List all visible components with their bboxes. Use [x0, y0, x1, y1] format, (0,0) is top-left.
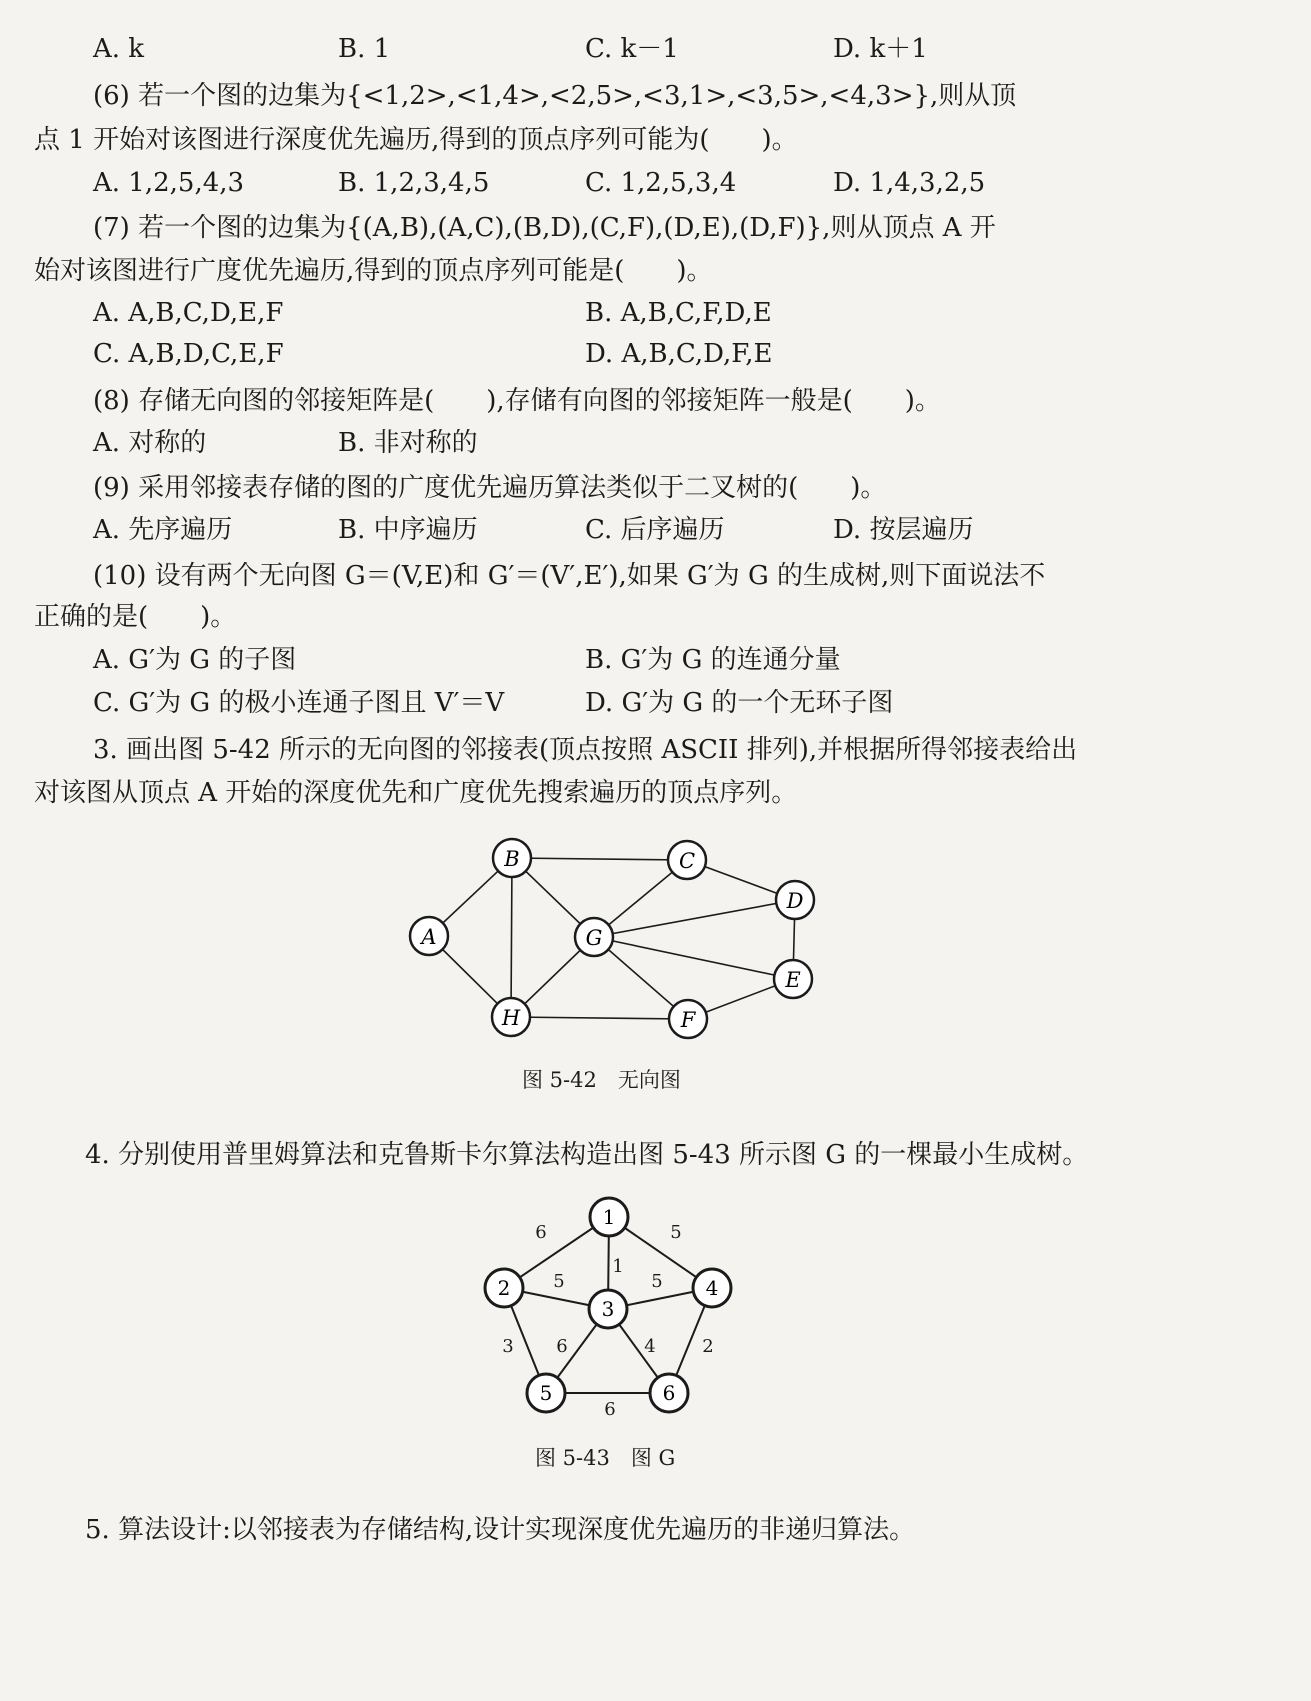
svg-text:1: 1: [602, 1205, 616, 1229]
node-F: [669, 1000, 707, 1038]
q7-option-b: B. A,B,C,F,D,E: [585, 298, 772, 328]
q10-option-a: A. G′为 G 的子图: [93, 645, 297, 675]
problem4-line1: 4. 分别使用普里姆算法和克鲁斯卡尔算法构造出图 5-43 所示图 G 的一棵最小生成树。: [85, 1140, 1089, 1170]
svg-text:F: F: [680, 1008, 696, 1032]
svg-text:A: A: [421, 925, 437, 949]
q6-option-b: B. 1,2,3,4,5: [338, 168, 490, 198]
weight-1-2: 6: [535, 1222, 547, 1243]
figure-5-43-caption: 图 5-43 图 G: [535, 1446, 676, 1470]
node-6: [650, 1374, 688, 1412]
q5-option-d: D. k＋1: [833, 34, 928, 64]
node-B: [493, 839, 531, 877]
q7-stem-line2: 始对该图进行广度优先遍历,得到的顶点序列可能是( )。: [34, 256, 713, 286]
svg-text:5: 5: [539, 1381, 553, 1405]
q10-option-b: B. G′为 G 的连通分量: [585, 645, 841, 675]
q6-option-d: D. 1,4,3,2,5: [833, 168, 986, 198]
weight-5-6: 6: [604, 1399, 616, 1420]
q9-stem-line1: (9) 采用邻接表存储的图的广度优先遍历算法类似于二叉树的( )。: [93, 473, 887, 503]
problem3-line2: 对该图从顶点 A 开始的深度优先和广度优先搜索遍历的顶点序列。: [34, 778, 798, 808]
problem5-line1: 5. 算法设计:以邻接表为存储结构,设计实现深度优先遍历的非递归算法。: [85, 1515, 916, 1545]
node-G: [575, 918, 613, 956]
weight-3-5: 6: [556, 1336, 568, 1357]
q7-option-c: C. A,B,D,C,E,F: [93, 339, 284, 369]
q10-option-c: C. G′为 G 的极小连通子图且 V′＝V: [93, 688, 505, 718]
node-A: [410, 917, 448, 955]
svg-text:D: D: [786, 889, 804, 913]
node-1: [590, 1198, 628, 1236]
q10-stem-line1: (10) 设有两个无向图 G＝(V,E)和 G′＝(V′,E′),如果 G′为 G 的生成树,则下面说法不: [93, 561, 1046, 591]
weight-1-3: 1: [612, 1256, 624, 1277]
q5-option-c: C. k－1: [585, 34, 679, 64]
svg-text:G: G: [585, 926, 603, 950]
svg-text:2: 2: [497, 1276, 511, 1300]
q8-option-a: A. 对称的: [93, 428, 207, 458]
q9-option-c: C. 后序遍历: [585, 515, 725, 545]
weight-3-4: 5: [651, 1271, 663, 1292]
node-E: [774, 960, 812, 998]
edge-F-H: [511, 1017, 688, 1019]
svg-text:4: 4: [705, 1276, 719, 1300]
q10-stem-line2: 正确的是( )。: [34, 602, 237, 632]
node-5: [527, 1374, 565, 1412]
node-4: [693, 1269, 731, 1307]
weight-3-6: 4: [644, 1336, 656, 1357]
q9-option-d: D. 按层遍历: [833, 515, 974, 545]
q6-stem-line2: 点 1 开始对该图进行深度优先遍历,得到的顶点序列可能为( )。: [34, 125, 798, 155]
q6-option-a: A. 1,2,5,4,3: [93, 168, 245, 198]
svg-text:E: E: [785, 968, 801, 992]
edge-D-G: [594, 900, 795, 937]
figure-5-42-caption: 图 5-42 无向图: [522, 1068, 681, 1092]
problem3-line1: 3. 画出图 5-42 所示的无向图的邻接表(顶点按照 ASCII 排列),并根据所得邻接表给出: [93, 735, 1078, 765]
edge-B-H: [511, 858, 512, 1017]
q5-option-b: B. 1: [338, 34, 391, 64]
q6-option-c: C. 1,2,5,3,4: [585, 168, 737, 198]
q5-option-a: A. k: [93, 34, 145, 64]
weight-4-6: 2: [702, 1336, 714, 1357]
svg-text:3: 3: [601, 1297, 615, 1321]
q8-stem-line1: (8) 存储无向图的邻接矩阵是( ),存储有向图的邻接矩阵一般是( )。: [93, 386, 941, 416]
svg-text:B: B: [504, 847, 520, 871]
weight-2-5: 3: [502, 1336, 514, 1357]
q7-stem-line1: (7) 若一个图的边集为{(A,B),(A,C),(B,D),(C,F),(D,E),(D,F)},则从顶点 A 开: [93, 213, 996, 243]
q7-option-a: A. A,B,C,D,E,F: [93, 298, 284, 328]
figure-5-43-weighted-graph: [470, 1185, 750, 1425]
node-2: [485, 1269, 523, 1307]
node-3: [589, 1290, 627, 1328]
node-H: [492, 998, 530, 1036]
figure-5-42-undirected-graph: [395, 825, 835, 1045]
svg-text:6: 6: [662, 1381, 676, 1405]
q6-stem-line1: (6) 若一个图的边集为{<1,2>,<1,4>,<2,5>,<3,1>,<3,5>,<4,3>},则从顶: [93, 81, 1017, 111]
q9-option-a: A. 先序遍历: [93, 515, 233, 545]
node-C: [668, 841, 706, 879]
q7-option-d: D. A,B,C,D,F,E: [585, 339, 773, 369]
node-D: [776, 881, 814, 919]
edge-B-C: [512, 858, 687, 860]
q8-option-b: B. 非对称的: [338, 428, 478, 458]
q9-option-b: B. 中序遍历: [338, 515, 478, 545]
weight-1-4: 5: [670, 1222, 682, 1243]
svg-text:C: C: [678, 849, 696, 873]
svg-text:H: H: [501, 1006, 521, 1030]
edge-E-G: [594, 937, 793, 979]
q10-option-d: D. G′为 G 的一个无环子图: [585, 688, 894, 718]
weight-2-3: 5: [553, 1271, 565, 1292]
